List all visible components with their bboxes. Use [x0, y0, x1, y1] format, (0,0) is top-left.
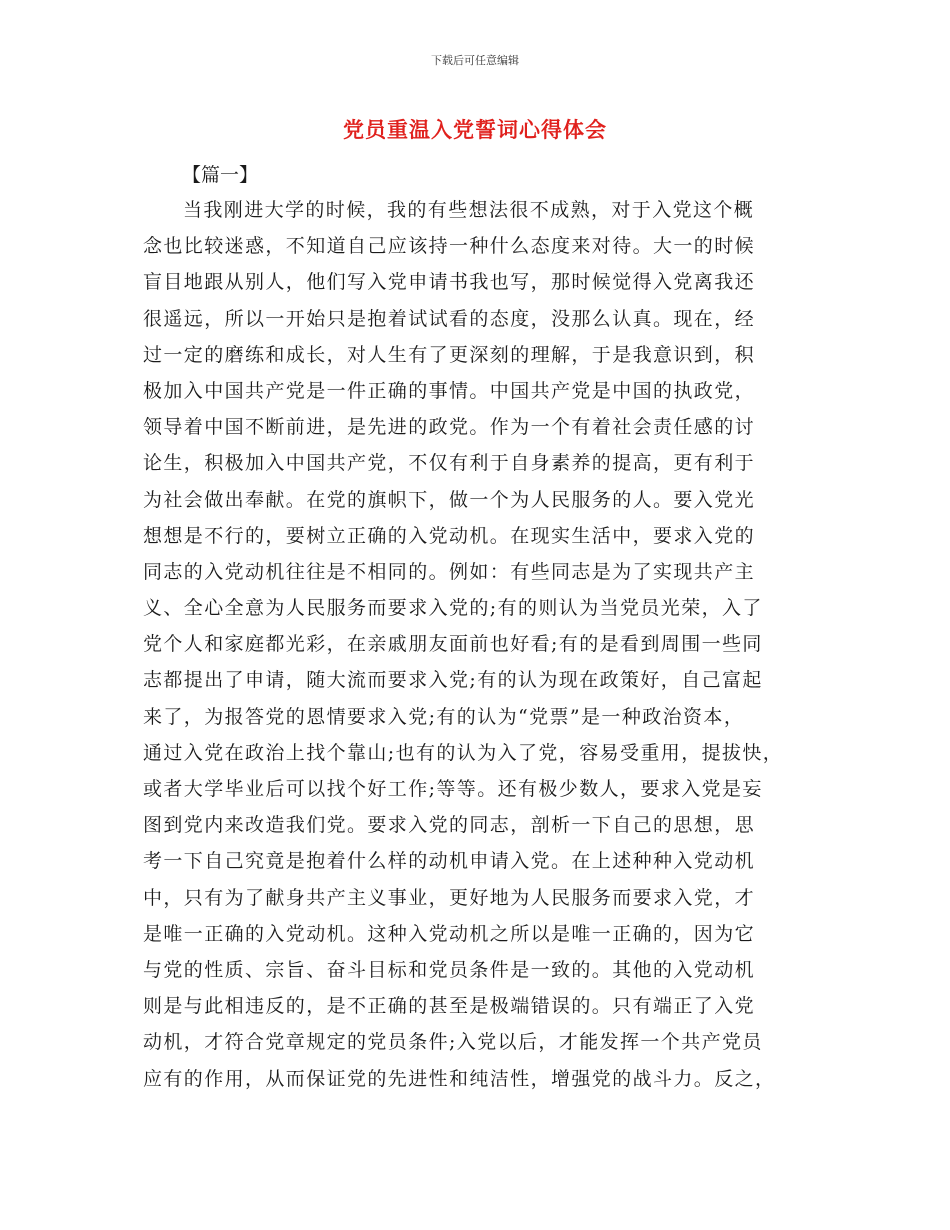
- text-line: 同志的入党动机往往是不相同的。例如：有些同志是为了实现共产主: [143, 560, 756, 583]
- text-line: 通过入党在政治上找个靠山;也有的认为入了党，容易受重用，提拔快，: [143, 741, 784, 764]
- text-line: 是唯一正确的入党动机。这种入党动机之所以是唯一正确的，因为它: [143, 922, 756, 945]
- text-line: 志都提出了申请，随大流而要求入党;有的认为现在政策好，自己富起: [143, 669, 763, 692]
- text-line: 党个人和家庭都光彩，在亲戚朋友面前也好看;有的是看到周围一些同: [143, 633, 763, 656]
- text-line: 极加入中国共产党是一件正确的事情。中国共产党是中国的执政党，: [143, 379, 756, 402]
- text-line: 盲目地跟从别人，他们写入党申请书我也写，那时候觉得入党离我还: [143, 271, 756, 294]
- text-line: 中，只有为了献身共产主义事业，更好地为人民服务而要求入党，才: [143, 886, 756, 909]
- section-heading: 【篇一】: [182, 164, 259, 186]
- text-line: 考一下自己究竟是抱着什么样的动机申请入党。在上述种种入党动机: [143, 850, 756, 873]
- text-line: 领导着中国不断前进，是先进的政党。作为一个有着社会责任感的讨: [143, 416, 756, 439]
- body-paragraph: [143, 192, 823, 1097]
- text-line: 想想是不行的，要树立正确的入党动机。在现实生活中，要求入党的: [143, 524, 756, 547]
- text-line: 论生，积极加入中国共产党，不仅有利于自身素养的提高，更有利于: [143, 452, 756, 475]
- text-line: 图到党内来改造我们党。要求入党的同志，剖析一下自己的思想，思: [143, 814, 756, 837]
- text-line: 或者大学毕业后可以找个好工作;等等。还有极少数人，要求入党是妄: [143, 778, 763, 800]
- text-line: 应有的作用，从而保证党的先进性和纯洁性，增强党的战斗力。反之，: [143, 1067, 776, 1090]
- page-header-note: 下载后可任意编辑: [431, 54, 519, 67]
- document-title: 党员重温入党誓词心得体会: [343, 118, 607, 142]
- text-line: 与党的性质、宗旨、奋斗目标和党员条件是一致的。其他的入党动机: [143, 958, 756, 981]
- text-line: 则是与此相违反的，是不正确的甚至是极端错误的。只有端正了入党: [143, 995, 756, 1018]
- text-line: 过一定的磨练和成长，对人生有了更深刻的理解，于是我意识到，积: [143, 343, 756, 366]
- text-line: 当我刚进大学的时候，我的有些想法很不成熟，对于入党这个概: [183, 199, 755, 221]
- text-line: 念也比较迷惑，不知道自己应该持一种什么态度来对待。大一的时候: [143, 235, 756, 258]
- text-line: 为社会做出奉献。在党的旗帜下，做一个为人民服务的人。要入党光: [143, 488, 756, 511]
- text-line: 来了，为报答党的恩情要求入党;有的认为“党票”是一种政治资本，: [143, 705, 745, 728]
- text-line: 义、全心全意为人民服务而要求入党的;有的则认为当党员光荣，入了: [143, 597, 763, 620]
- text-line: 动机，才符合党章规定的党员条件;入党以后，才能发挥一个共产党员: [143, 1031, 763, 1054]
- text-line: 很遥远，所以一开始只是抱着试试看的态度，没那么认真。现在，经: [143, 307, 756, 330]
